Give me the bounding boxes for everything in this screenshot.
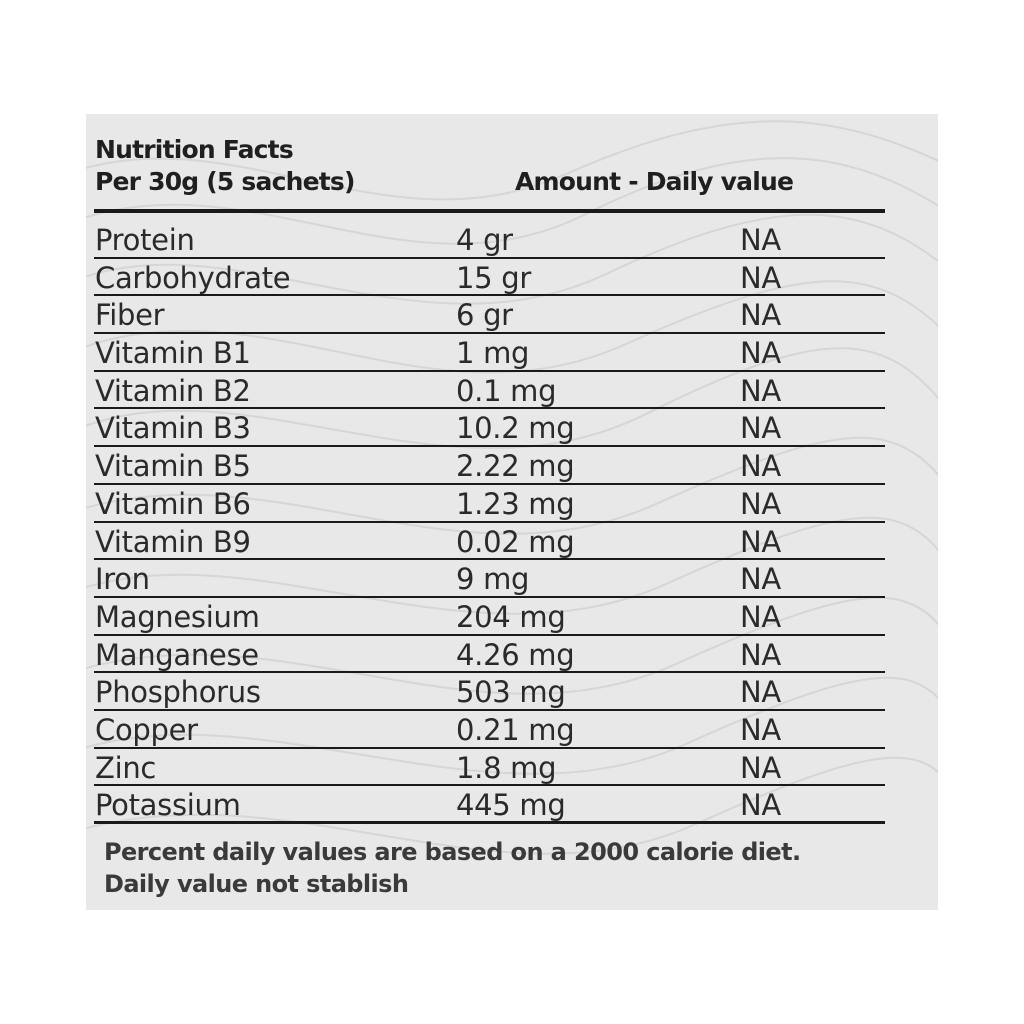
- footnote-not-established: Daily value not stablish: [104, 870, 409, 898]
- nutrient-amount: 0.02 mg: [456, 524, 575, 559]
- table-row: [94, 523, 885, 561]
- table-row: [94, 786, 885, 824]
- nutrient-amount: 9 mg: [456, 562, 530, 597]
- nutrient-name: Vitamin B9: [95, 524, 251, 559]
- nutrient-daily-value: NA: [740, 260, 781, 295]
- table-row: [94, 749, 885, 787]
- nutrient-name: Magnesium: [95, 599, 260, 634]
- table-row: [94, 485, 885, 523]
- label-title: Nutrition Facts: [95, 135, 293, 164]
- table-row: [94, 447, 885, 485]
- table-row: [94, 334, 885, 372]
- nutrient-table: [94, 221, 885, 824]
- nutrient-name: Fiber: [95, 298, 165, 333]
- nutrient-name: Potassium: [95, 788, 241, 823]
- nutrient-name: Carbohydrate: [95, 260, 291, 295]
- nutrient-name: Iron: [95, 562, 150, 597]
- table-row: [94, 636, 885, 674]
- header-divider: [94, 209, 885, 213]
- nutrient-daily-value: NA: [740, 562, 781, 597]
- table-row: [94, 560, 885, 598]
- nutrient-daily-value: NA: [740, 524, 781, 559]
- nutrient-daily-value: NA: [740, 336, 781, 371]
- nutrient-name: Phosphorus: [95, 675, 261, 710]
- nutrient-daily-value: NA: [740, 599, 781, 634]
- nutrient-amount: 4 gr: [456, 223, 513, 257]
- nutrient-daily-value: NA: [740, 373, 781, 408]
- nutrient-amount: 503 mg: [456, 675, 566, 710]
- nutrient-name: Vitamin B6: [95, 486, 251, 521]
- nutrient-daily-value: NA: [740, 223, 781, 257]
- nutrient-daily-value: NA: [740, 449, 781, 484]
- nutrient-name: Manganese: [95, 637, 259, 672]
- table-row: [94, 221, 885, 259]
- nutrient-amount: 445 mg: [456, 788, 566, 823]
- nutrient-daily-value: NA: [740, 750, 781, 785]
- nutrient-name: Copper: [95, 712, 198, 747]
- nutrient-daily-value: NA: [740, 788, 781, 823]
- column-heading: Amount - Daily value: [515, 167, 794, 196]
- table-row: [94, 409, 885, 447]
- nutrition-label: [86, 114, 938, 910]
- nutrient-daily-value: NA: [740, 298, 781, 333]
- nutrient-amount: 6 gr: [456, 298, 513, 333]
- serving-size: Per 30g (5 sachets): [95, 167, 355, 196]
- nutrient-amount: 2.22 mg: [456, 449, 575, 484]
- nutrient-amount: 0.21 mg: [456, 712, 575, 747]
- nutrient-daily-value: NA: [740, 637, 781, 672]
- table-row: [94, 673, 885, 711]
- nutrient-amount: 1.8 mg: [456, 750, 557, 785]
- nutrient-daily-value: NA: [740, 675, 781, 710]
- nutrient-name: Vitamin B5: [95, 449, 251, 484]
- nutrient-amount: 204 mg: [456, 599, 566, 634]
- nutrient-name: Vitamin B2: [95, 373, 251, 408]
- nutrient-amount: 0.1 mg: [456, 373, 557, 408]
- nutrient-daily-value: NA: [740, 486, 781, 521]
- nutrient-daily-value: NA: [740, 712, 781, 747]
- nutrient-name: Vitamin B1: [95, 336, 251, 371]
- nutrient-name: Protein: [95, 223, 195, 257]
- nutrient-name: Vitamin B3: [95, 411, 251, 446]
- footnote-daily-values: Percent daily values are based on a 2000 calorie diet.: [104, 838, 801, 866]
- nutrient-amount: 1.23 mg: [456, 486, 575, 521]
- nutrient-amount: 4.26 mg: [456, 637, 575, 672]
- nutrient-daily-value: NA: [740, 411, 781, 446]
- nutrient-amount: 1 mg: [456, 336, 530, 371]
- table-row: [94, 372, 885, 410]
- nutrient-amount: 10.2 mg: [456, 411, 575, 446]
- table-row: [94, 598, 885, 636]
- table-row: [94, 259, 885, 297]
- table-row: [94, 296, 885, 334]
- table-row: [94, 711, 885, 749]
- nutrient-name: Zinc: [95, 750, 157, 785]
- nutrient-amount: 15 gr: [456, 260, 531, 295]
